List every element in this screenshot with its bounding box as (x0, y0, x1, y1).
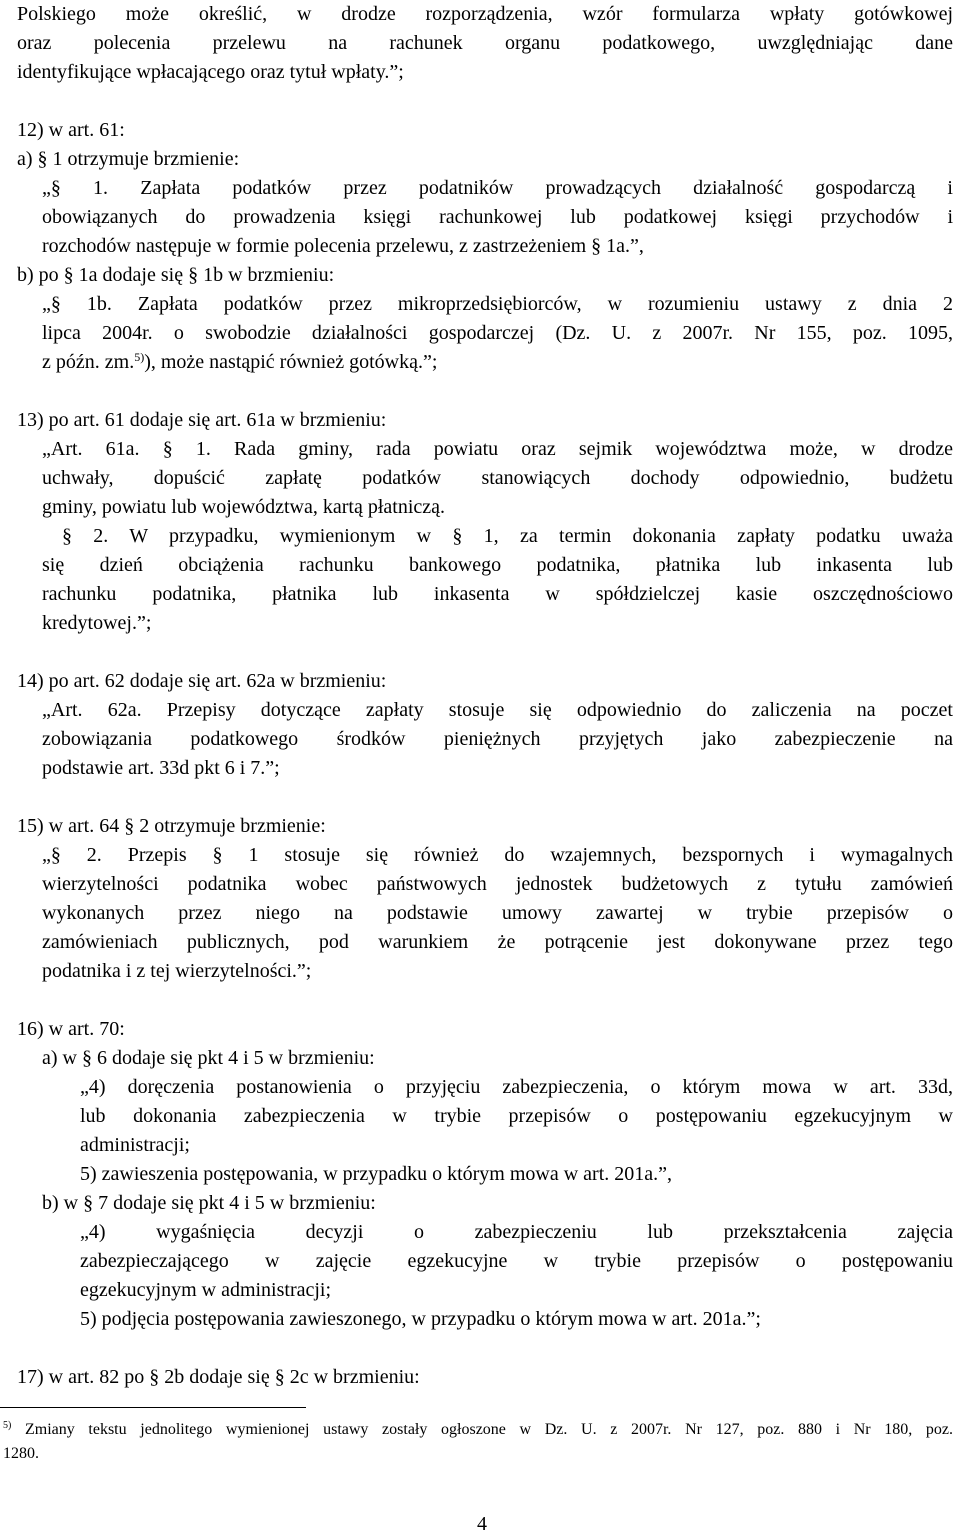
text-line: zamówieniach publicznych, pod warunkiem że potrącenie jest dokonywane przez tego (42, 931, 953, 953)
text-line: wykonanych przez niego na podstawie umowy zawartej w trybie przepisów o (42, 902, 953, 924)
footnote-separator (0, 1407, 306, 1408)
item-heading: 14) po art. 62 dodaje się art. 62a w brzmieniu: (17, 670, 387, 692)
item-heading: 13) po art. 61 dodaje się art. 61a w brzmieniu: (17, 409, 387, 431)
item-heading: 12) w art. 61: (17, 119, 125, 141)
footnote-line: 1280. (3, 1445, 39, 1462)
footnote-reference: 5) (134, 350, 145, 364)
text-line: podstawie art. 33d pkt 6 i 7.”; (42, 757, 280, 779)
text-line: b) w § 7 dodaje się pkt 4 i 5 w brzmieniu: (42, 1192, 376, 1214)
text-line: wierzytelności podatnika wobec państwowych jednostek budżetowych z tytułu zamówień (42, 873, 953, 895)
text-line: „Art. 62a. Przepisy dotyczące zapłaty stosuje się odpowiednio do zaliczenia na poczet (42, 699, 953, 721)
item-heading: 17) w art. 82 po § 2b dodaje się § 2c w brzmieniu: (17, 1366, 420, 1388)
text-line: zabezpieczającego w zajęcie egzekucyjne w trybie przepisów o postępowaniu (80, 1250, 953, 1272)
text-line: gminy, powiatu lub województwa, kartą płatniczą. (42, 496, 446, 518)
text-line: b) po § 1a dodaje się § 1b w brzmieniu: (17, 264, 335, 286)
text-line: administracji; (80, 1134, 190, 1156)
text-line: lipca 2004r. o swobodzie działalności gospodarczej (Dz. U. z 2007r. Nr 155, poz. 1095, (42, 322, 953, 344)
text-line: „4) wygaśnięcia decyzji o zabezpieczeniu lub przekształcenia zajęcia (80, 1221, 953, 1243)
text-line: § 2. W przypadku, wymienionym w § 1, za termin dokonania zapłaty podatku uważa (62, 525, 953, 547)
text-line: „4) doręczenia postanowienia o przyjęciu zabezpieczenia, o którym mowa w art. 33d, (80, 1076, 953, 1098)
text-line: oraz polecenia przelewu na rachunek organu podatkowego, uwzględniając dane (17, 32, 953, 54)
text-line: egzekucyjnym w administracji; (80, 1279, 332, 1301)
text-line: „Art. 61a. § 1. Rada gminy, rada powiatu oraz sejmik województwa może, w drodze (42, 438, 953, 460)
text-line (42, 348, 437, 377)
text-line: a) w § 6 dodaje się pkt 4 i 5 w brzmieniu: (42, 1047, 375, 1069)
text-line: „§ 1. Zapłata podatków przez podatników prowadzących działalność gospodarczą i (42, 177, 953, 199)
text-line: 5) zawieszenia postępowania, w przypadku o którym mowa w art. 201a.”, (80, 1163, 673, 1185)
text-line: się dzień obciążenia rachunku bankowego podatnika, płatnika lub inkasenta lub (42, 554, 953, 576)
text-line: a) § 1 otrzymuje brzmienie: (17, 148, 240, 170)
text-line: „§ 1b. Zapłata podatków przez mikroprzedsiębiorców, w rozumieniu ustawy z dnia 2 (42, 293, 953, 315)
text-line: rachunku podatnika, płatnika lub inkasenta w spółdzielczej kasie oszczędnościowo (42, 583, 953, 605)
text-line: „§ 2. Przepis § 1 stosuje się również do wzajemnych, bezspornych i wymagalnych (42, 844, 953, 866)
page-number: 4 (477, 1513, 487, 1535)
text-line: obowiązanych do prowadzenia księgi rachunkowej lub podatkowej księgi przychodów i (42, 206, 953, 228)
footnote-line (3, 1420, 953, 1440)
item-heading: 16) w art. 70: (17, 1018, 125, 1040)
text-line: identyfikujące wpłacającego oraz tytuł wpłaty.”; (17, 61, 404, 83)
footnote-text: Zmiany tekstu jednolitego wymienionej ustawy zostały ogłoszone w Dz. U. z 2007r. Nr 127, poz. 880 i Nr 180, poz. (25, 1421, 954, 1438)
footnote-mark: 5) (3, 1420, 12, 1431)
text-line: rozchodów następuje w formie polecenia przelewu, z zastrzeżeniem § 1a.”, (42, 235, 644, 257)
text-line: podatnika i z tej wierzytelności.”; (42, 960, 312, 982)
text-line: zobowiązania podatkowego środków pieniężnych przyjętych jako zabezpieczenie na (42, 728, 953, 750)
text-line: Polskiego może określić, w drodze rozporządzenia, wzór formularza wpłaty gotówkowej (17, 3, 953, 25)
text-fragment: ), może nastąpić również gotówką.”; (144, 351, 438, 373)
text-line: uchwały, dopuścić zapłatę podatków stanowiących dochody odpowiednio, budżetu (42, 467, 953, 489)
text-fragment: z późn. zm. (42, 351, 135, 373)
text-line: 5) podjęcia postępowania zawieszonego, w przypadku o którym mowa w art. 201a.”; (80, 1308, 761, 1330)
item-heading: 15) w art. 64 § 2 otrzymuje brzmienie: (17, 815, 326, 837)
text-line: lub dokonania zabezpieczenia w trybie przepisów o postępowaniu egzekucyjnym w (80, 1105, 953, 1127)
text-line: kredytowej.”; (42, 612, 152, 634)
